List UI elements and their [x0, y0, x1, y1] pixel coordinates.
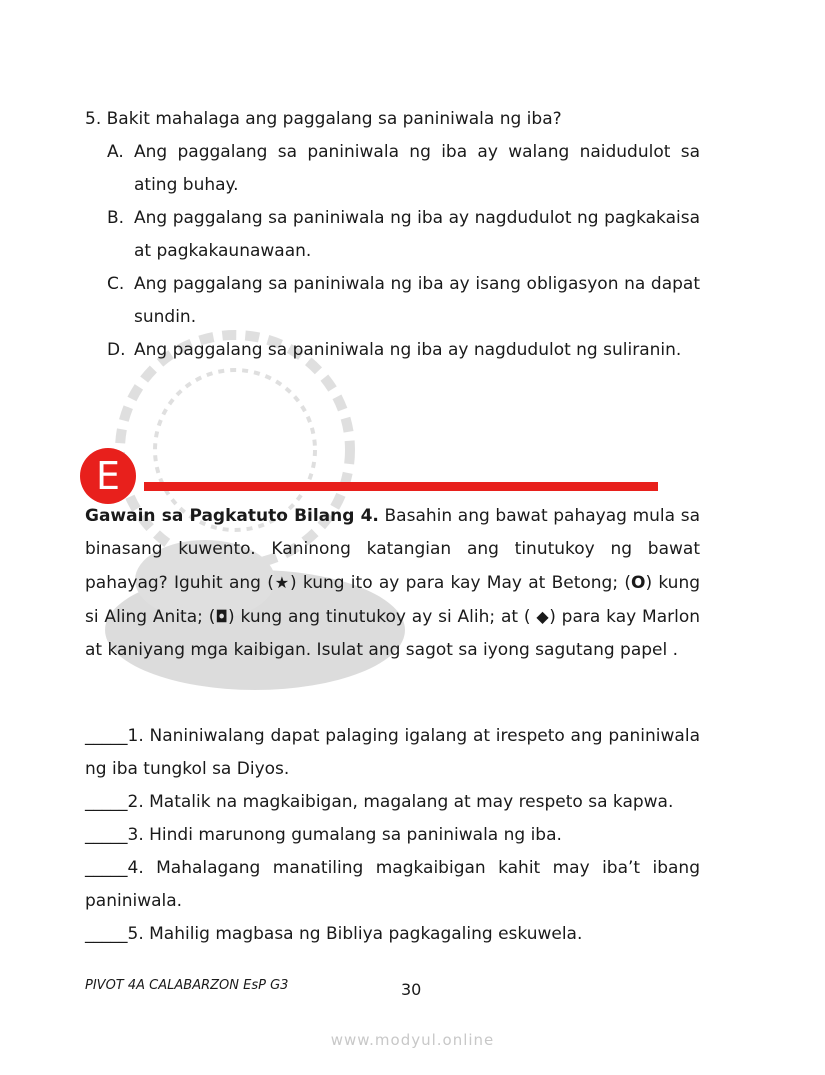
list-item: _____3. Hindi marunong gumalang sa paniniwala ng iba. [85, 825, 562, 845]
question-block [85, 103, 700, 367]
option-c [107, 268, 700, 334]
option-letter: C. [107, 274, 125, 294]
instructions-text-2: ) kung ito ay para kay May at Betong; ( [289, 573, 631, 593]
diamond-icon: ◆ [536, 607, 550, 626]
activity-title: Gawain sa Pagkatuto Bilang 4. [85, 506, 379, 526]
page-number: 30 [401, 980, 422, 999]
section-divider [144, 482, 658, 491]
option-d [107, 334, 700, 367]
instructions-text-4: ) kung ang tinutukoy ay si Alih; at ( [228, 607, 537, 627]
option-letter: B. [107, 208, 125, 228]
instructions-text-3: ) kung si Aling Anita; ( [85, 573, 701, 627]
option-text: Ang paggalang sa paniniwala ng iba ay walang naidudulot sa ating buhay. [134, 142, 700, 195]
question-text: 5. Bakit mahalaga ang paggalang sa paniniwala ng iba? [85, 109, 562, 129]
option-text: Ang paggalang sa paniniwala ng iba ay nagdudulot ng pagkakaisa at pagkakaunawaan. [134, 208, 700, 261]
circle-icon: O [630, 573, 646, 593]
option-text: Ang paggalang sa paniniwala ng iba ay nagdudulot ng suliranin. [134, 340, 682, 360]
list-item: _____5. Mahilig magbasa ng Bibliya pagkagaling eskuwela. [85, 924, 583, 944]
footer-title: PIVOT 4A CALABARZON EsP G3 [85, 978, 289, 993]
list-item: _____1. Naniniwalang dapat palaging igalang at irespeto ang paniniwala ng iba tungkol sa Diyos. [85, 726, 700, 779]
instructions-text-1: Basahin ang bawat pahayag mula sa binasang kuwento. Kaninong katangian ang tinutukoy ng bawat pahayag? Iguhit ang ( [85, 506, 700, 593]
square-icon: ◘ [215, 607, 229, 626]
option-a [107, 136, 700, 202]
site-watermark: www.modyul.online [330, 1031, 495, 1049]
list-item: _____2. Matalik na magkaibigan, magalang at may respeto sa kapwa. [85, 792, 674, 812]
list-item: _____4. Mahalagang manatiling magkaibigan kahit may iba’t ibang paniniwala. [85, 858, 700, 911]
option-b [107, 202, 700, 268]
section-badge: E [80, 448, 136, 504]
option-text: Ang paggalang sa paniniwala ng iba ay isang obligasyon na dapat sundin. [134, 274, 700, 327]
option-letter: A. [107, 142, 124, 162]
star-icon: ★ [273, 573, 290, 592]
instructions [85, 500, 700, 667]
option-letter: D. [107, 340, 126, 360]
instructions-text-5: ) para kay Marlon at kaniyang mga kaibigan. Isulat ang sagot sa iyong sagutang papel . [85, 607, 700, 660]
answer-items [85, 720, 700, 951]
